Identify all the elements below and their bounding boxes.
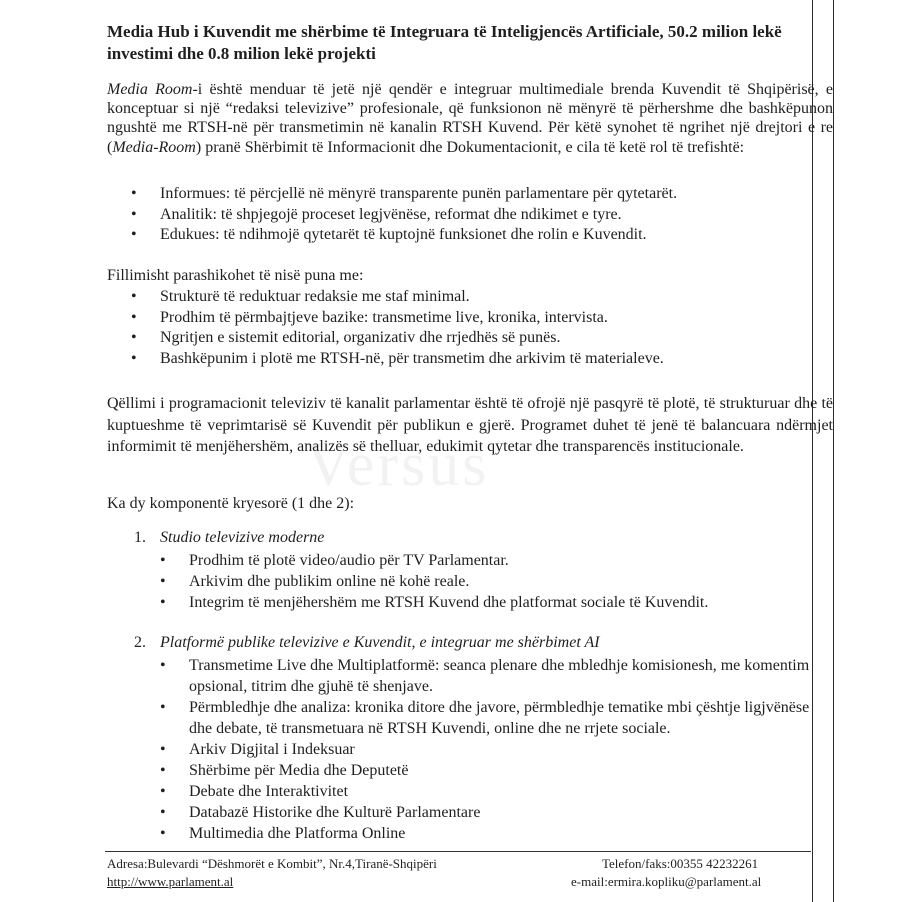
footer-phone: Telefon/faks:00355 42232261 xyxy=(602,856,759,871)
component-1-number: 1. xyxy=(134,529,146,546)
list-item: • Analitik: të shpjegojë proceset legjvënëse, reformat dhe ndikimet e tyre. xyxy=(131,205,811,226)
start-intro: Fillimisht parashikohet të nisë puna me: xyxy=(107,267,364,284)
list-item: • Edukues: të ndihmojë qytetarët të kuptojnë funksionet dhe rolin e Kuvendit. xyxy=(131,225,811,246)
list-item: • Përmbledhje dhe analiza: kronika ditore dhe javore, përmbledhje tematike mbi çështje ligjvënëse dhe debate, të transmetuara në RTSH Kuvendi, online dhe ne rrjete sociale. xyxy=(160,697,820,739)
list-item: • Ngritjen e sistemit editorial, organizativ dhe rrjedhës së punës. xyxy=(131,328,811,349)
component-2-number: 2. xyxy=(134,634,146,651)
footer-email[interactable]: e-mail:ermira.kopliku@parlament.al xyxy=(571,874,762,889)
list-item: • Prodhim të përmbajtjeve bazike: transmetime live, kronika, intervista. xyxy=(131,308,811,329)
list-item: • Arkiv Digjital i Indeksuar xyxy=(160,739,820,760)
intro-text-1: -i është menduar të jetë një qendër e integruar multimediale brenda Kuvendit të Shqipërisë, e konceptuar si një “redaksi televizive” profesionale, që funksionon në mënyrë të përhershme dhe bashkëpunon ngushtë me RTSH-në për transmetimin në kanalin RTSH Kuvend. xyxy=(107,81,834,137)
media-room-term: Media Room xyxy=(107,81,193,98)
list-item: • Transmetime Live dhe Multiplatformë: seanca plenare dhe mbledhje komisionesh, me komentim opsional, titrim dhe gjuhë të shenjave. xyxy=(160,655,820,697)
footer-divider xyxy=(105,851,811,852)
list-item: • Strukturë të reduktuar redaksie me staf minimal. xyxy=(131,287,811,308)
start-list xyxy=(131,287,811,369)
list-item: • Prodhim të plotë video/audio për TV Parlamentar. xyxy=(160,550,820,571)
scan-line-right xyxy=(833,0,834,902)
list-item: • Arkivim dhe publikim online në kohë reale. xyxy=(160,571,820,592)
list-item: • Debate dhe Interaktivitet xyxy=(160,781,820,802)
intro-paragraph xyxy=(107,80,833,157)
goal-paragraph: Qëllimi i programacionit televiziv të kanalit parlamentar është të ofrojë një pasqyrë të plotë, të strukturuar dhe të kuptueshme të veprimtarisë së Kuvendit për publikun e gjerë. Programet duhet të jenë të balancuara ndërmjet informimit të menjëhershëm, analizës së thelluar, edukimit qytetar dhe transparencës institucionale. xyxy=(107,395,833,455)
watermark: Versus xyxy=(306,431,490,499)
list-item: • Multimedia dhe Platforma Online xyxy=(160,823,820,844)
list-item: • Informues: të përcjellë në mënyrë transparente punën parlamentare për qytetarët. xyxy=(131,184,811,205)
footer-website[interactable] xyxy=(107,874,233,890)
footer-address: Adresa:Bulevardi “Dëshmorët e Kombit”, Nr.4,Tiranë-Shqipëri xyxy=(107,856,437,871)
list-item: • Integrim të menjëhershëm me RTSH Kuvend dhe platformat sociale të Kuvendit. xyxy=(160,592,820,613)
roles-list xyxy=(131,184,811,246)
component-2-title: Platformë publike televizive e Kuvendit, e integruar me shërbimet AI xyxy=(160,634,600,651)
components-intro: Ka dy komponentë kryesorë (1 dhe 2): xyxy=(107,495,355,512)
intro-text-3: ) pranë Shërbimit të Informacionit dhe Dokumentacionit, e cila të ketë rol të trefishtë: xyxy=(195,138,745,156)
media-room-italic: Media-Room xyxy=(112,138,196,156)
component-1-list xyxy=(160,550,820,613)
component-2-list xyxy=(160,655,820,844)
list-item: • Databazë Historike dhe Kulturë Parlamentare xyxy=(160,802,820,823)
intro-text-2: Për këtë synohet të ngrihet një drejtori e re ( xyxy=(107,119,834,156)
website-link[interactable]: http://www.parlament.al xyxy=(107,874,234,889)
component-1-heading xyxy=(134,528,324,548)
list-item: • Shërbime për Media dhe Deputetë xyxy=(160,760,820,781)
component-2-heading xyxy=(134,633,600,653)
document-title: Media Hub i Kuvendit me shërbime të Integruara të Inteligjencës Artificiale, 50.2 milion lekë investimi dhe 0.8 milion lekë projekti xyxy=(107,22,782,63)
list-item: • Bashkëpunim i plotë me RTSH-në, për transmetim dhe arkivim të materialeve. xyxy=(131,349,811,370)
component-1-title: Studio televizive moderne xyxy=(160,529,325,546)
